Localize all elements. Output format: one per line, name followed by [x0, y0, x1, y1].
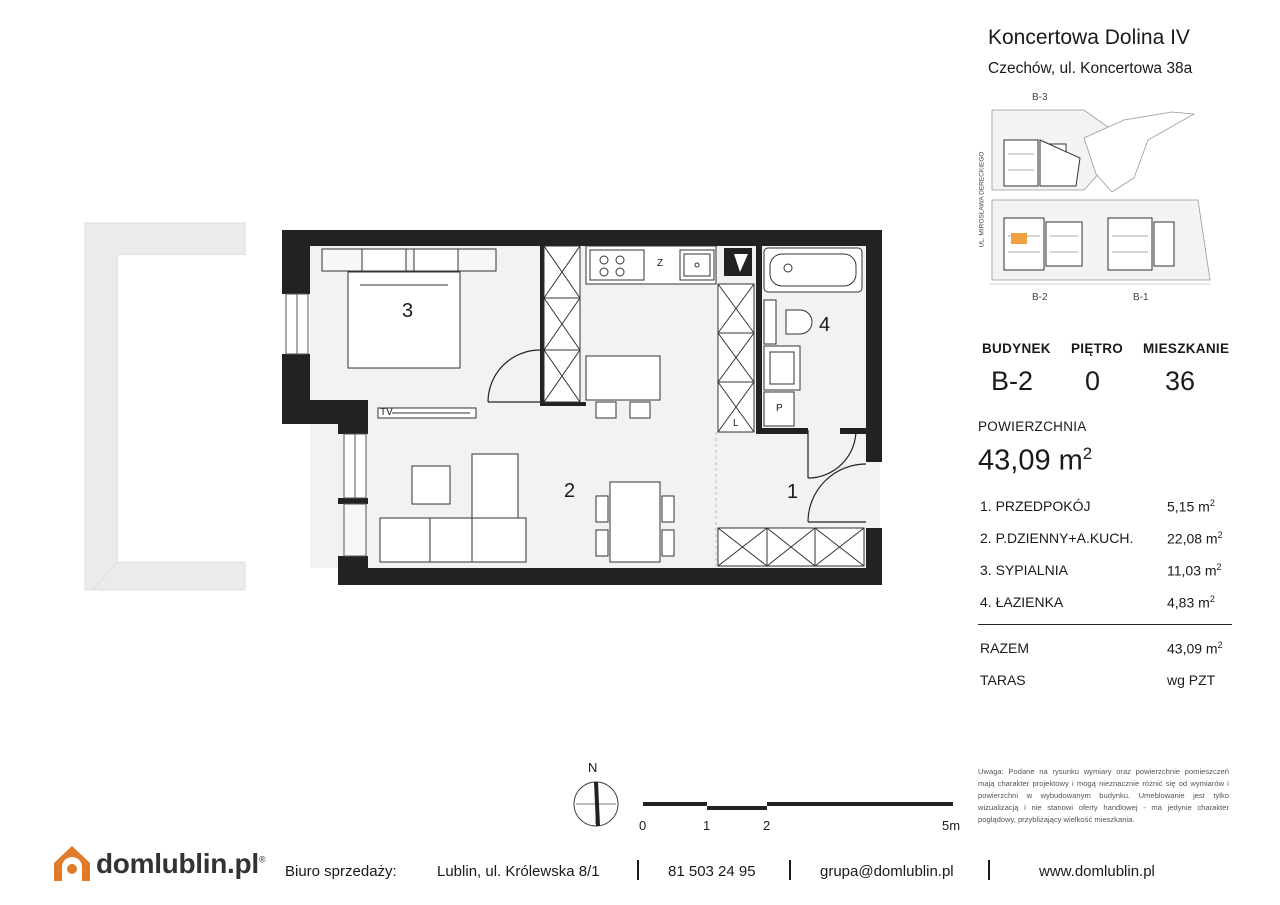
scale-label-2: 2 — [763, 818, 771, 833]
footer-separator — [789, 860, 791, 880]
floor-value: 0 — [1085, 366, 1101, 396]
entrance-wardrobe — [718, 528, 864, 566]
apartment-label: MIESZKANIE — [1143, 341, 1230, 356]
site-street-label: UL. MIROSŁAWA DERECKIEGO — [978, 151, 986, 248]
room-2-area-exp: 2 — [1217, 530, 1223, 540]
footer-separator — [637, 860, 639, 880]
sales-office-address: Lublin, ul. Królewska 8/1 — [437, 863, 600, 880]
room-number-2: 2 — [564, 480, 576, 502]
terrace-label: TARAS — [980, 672, 1026, 688]
total-area — [1167, 640, 1223, 657]
disclaimer-note: Uwaga: Podane na rysunku wymiary oraz powierzchnie pomieszczeń mają charakter projektowy i mogą nieznacznie różnić się od wymiarów i powierzchni w wybudowanym budynku. Umeblowanie jest tylko wizualizacją i nie stanowi oferty handlowej - ma jedynie charakter poglądowy, przybliżający wielkość mieszkania. — [978, 767, 1229, 824]
terrace-value: wg PZT — [1167, 672, 1216, 688]
room-3-area-text: 11,03 m — [1167, 562, 1217, 579]
area-value-text: 43,09 m — [978, 444, 1083, 477]
cabinet-label: L — [733, 418, 739, 429]
scale-label-1: 1 — [703, 818, 711, 833]
summary-divider — [978, 624, 1232, 625]
room-1-area-exp: 2 — [1209, 498, 1215, 508]
terrace-inner — [118, 255, 245, 562]
room-1-area — [1167, 498, 1215, 515]
total-area-text: 43,09 m — [1167, 640, 1218, 657]
floor-label: PIĘTRO — [1071, 341, 1124, 356]
room-4-area-exp: 2 — [1209, 594, 1215, 604]
room-number-4: 4 — [819, 314, 831, 336]
room-2-area-text: 22,08 m — [1167, 530, 1218, 547]
phone-number[interactable]: 81 503 24 95 — [668, 863, 756, 880]
project-address: Czechów, ul. Koncertowa 38a — [988, 60, 1193, 77]
room-2-name: 2. P.DZIENNY+A.KUCH. — [980, 530, 1134, 546]
site-label-b2: B-2 — [1032, 292, 1048, 303]
room-number-3: 3 — [402, 300, 414, 322]
tv-label: TV — [380, 407, 393, 418]
footer-separator — [988, 860, 990, 880]
building-value: B-2 — [991, 366, 1034, 396]
area-value — [978, 444, 1092, 478]
site-label-b3: B-3 — [1032, 92, 1048, 103]
project-title: Koncertowa Dolina IV — [988, 26, 1190, 49]
scale-label-0: 0 — [639, 818, 647, 833]
room-4-name: 4. ŁAZIENKA — [980, 594, 1064, 610]
sales-office-label: Biuro sprzedaży: — [285, 863, 397, 880]
scale-bar — [640, 798, 960, 814]
terrace-edge — [92, 562, 245, 590]
house-logo-icon — [52, 843, 94, 883]
site-plan — [984, 100, 1220, 292]
fridge-label: Z — [657, 258, 664, 269]
room-1-name: 1. PRZEDPOKÓJ — [980, 498, 1091, 514]
email-link[interactable]: grupa@domlublin.pl — [820, 863, 954, 880]
apartment-value: 36 — [1165, 366, 1196, 396]
room-2-area — [1167, 530, 1223, 547]
site-label-b1: B-1 — [1133, 292, 1149, 303]
room-3-area-exp: 2 — [1216, 562, 1222, 572]
room-4-area — [1167, 594, 1215, 611]
website-link[interactable]: www.domlublin.pl — [1039, 863, 1155, 880]
hall-wardrobe — [718, 284, 754, 432]
total-label: RAZEM — [980, 640, 1029, 656]
wardrobe — [544, 246, 580, 402]
apartment-highlight — [1011, 233, 1027, 244]
room-4-area-text: 4,83 m — [1167, 594, 1210, 611]
room-number-1: 1 — [787, 481, 799, 503]
room-3-area — [1167, 562, 1222, 579]
area-unit-exp: 2 — [1082, 444, 1093, 463]
brand-logo — [96, 848, 265, 880]
building-label: BUDYNEK — [982, 341, 1051, 356]
kitchen-counter — [586, 246, 716, 284]
brand-name: domlublin.pl — [96, 848, 259, 879]
washer-label: P — [776, 403, 783, 414]
scale-label-5: 5m — [942, 818, 961, 833]
room-3-name: 3. SYPIALNIA — [980, 562, 1068, 578]
compass-north-label: N — [588, 760, 598, 775]
brand-mark: ® — [258, 854, 266, 865]
room-1-area-text: 5,15 m — [1167, 498, 1210, 515]
total-area-exp: 2 — [1217, 640, 1223, 650]
area-label: POWIERZCHNIA — [978, 419, 1087, 434]
